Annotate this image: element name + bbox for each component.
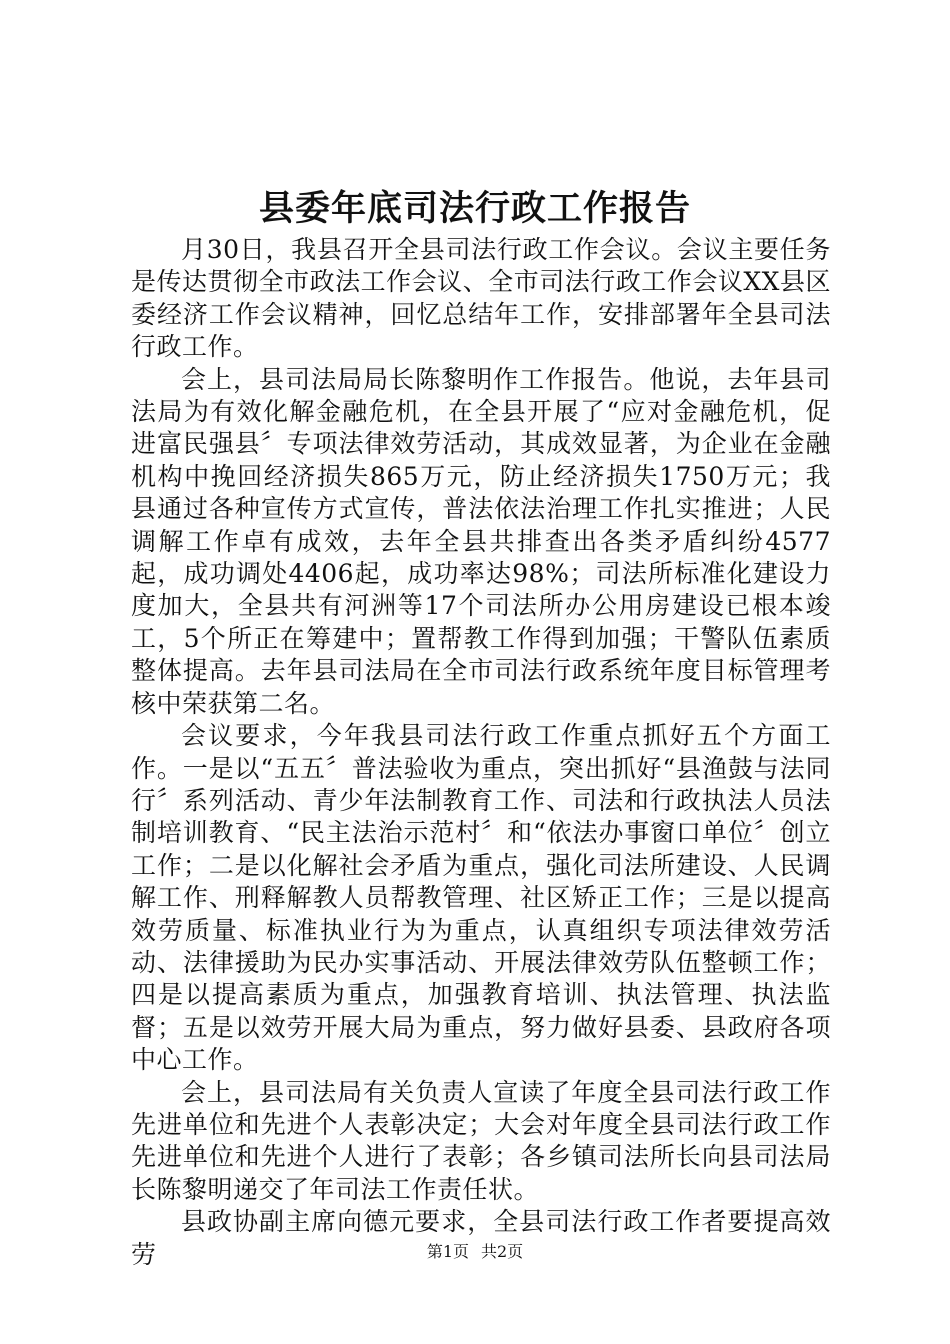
paragraph: 月30日，我县召开全县司法行政工作会议。会议主要任务是传达贯彻全市政法工作会议、全市司法行政工作会议XX县区委经济工作会议精神，回忆总结年工作，安排部署年全县司法行政工作。 xyxy=(131,235,831,362)
page-number: 第1页 xyxy=(426,1242,469,1261)
paragraph: 会上，县司法局有关负责人宣读了年度全县司法行政工作先进单位和先进个人表彰决定；大会对年度全县司法行政工作先进单位和先进个人进行了表彰；各乡镇司法所长向县司法局长陈黎明递交了年司法工作责任状。 xyxy=(131,1077,831,1204)
page-footer xyxy=(0,1240,950,1264)
page-total: 共2页 xyxy=(481,1242,524,1261)
paragraph: 会上，县司法局局长陈黎明作工作报告。他说，去年县司法局为有效化解金融危机，在全县开展了“应对金融危机，促进富民强县〞专项法律效劳活动，其成效显著，为企业在金融机构中挽回经济损失865万元，防止经济损失1750万元；我县通过各种宣传方式宣传，普法依法治理工作扎实推进；人民调解工作卓有成效，去年全县共排查出各类矛盾纠纷4577起，成功调处4406起，成功率达98%；司法所标准化建设力度加大，全县共有河洲等17个司法所办公用房建设已根本竣工，5个所正在筹建中；置帮教工作得到加强；干警队伍素质整体提高。去年县司法局在全市司法行政系统年度目标管理考核中荣获第二名。 xyxy=(131,364,831,718)
paragraph: 会议要求，今年我县司法行政工作重点抓好五个方面工作。一是以“五五〞普法验收为重点，突出抓好“县渔鼓与法同行〞系列活动、青少年法制教育工作、司法和行政执法人员法制培训教育、“民主法治示范村〞和“依法办事窗口单位〞创立工作；二是以化解社会矛盾为重点，强化司法所建设、人民调解工作、刑释解教人员帮教管理、社区矫正工作；三是以提高效劳质量、标准执业行为为重点，认真组织专项法律效劳活动、法律援助为民办实事活动、开展法律效劳队伍整顿工作；四是以提高素质为重点，加强教育培训、执法管理、执法监督；五是以效劳开展大局为重点，努力做好县委、县政府各项中心工作。 xyxy=(131,721,831,1075)
paragraph: 县政协副主席向德元要求，全县司法行政工作者要提高效劳 xyxy=(131,1207,831,1269)
document-body xyxy=(131,234,831,1271)
document-title: 县委年底司法行政工作报告 xyxy=(258,188,691,229)
